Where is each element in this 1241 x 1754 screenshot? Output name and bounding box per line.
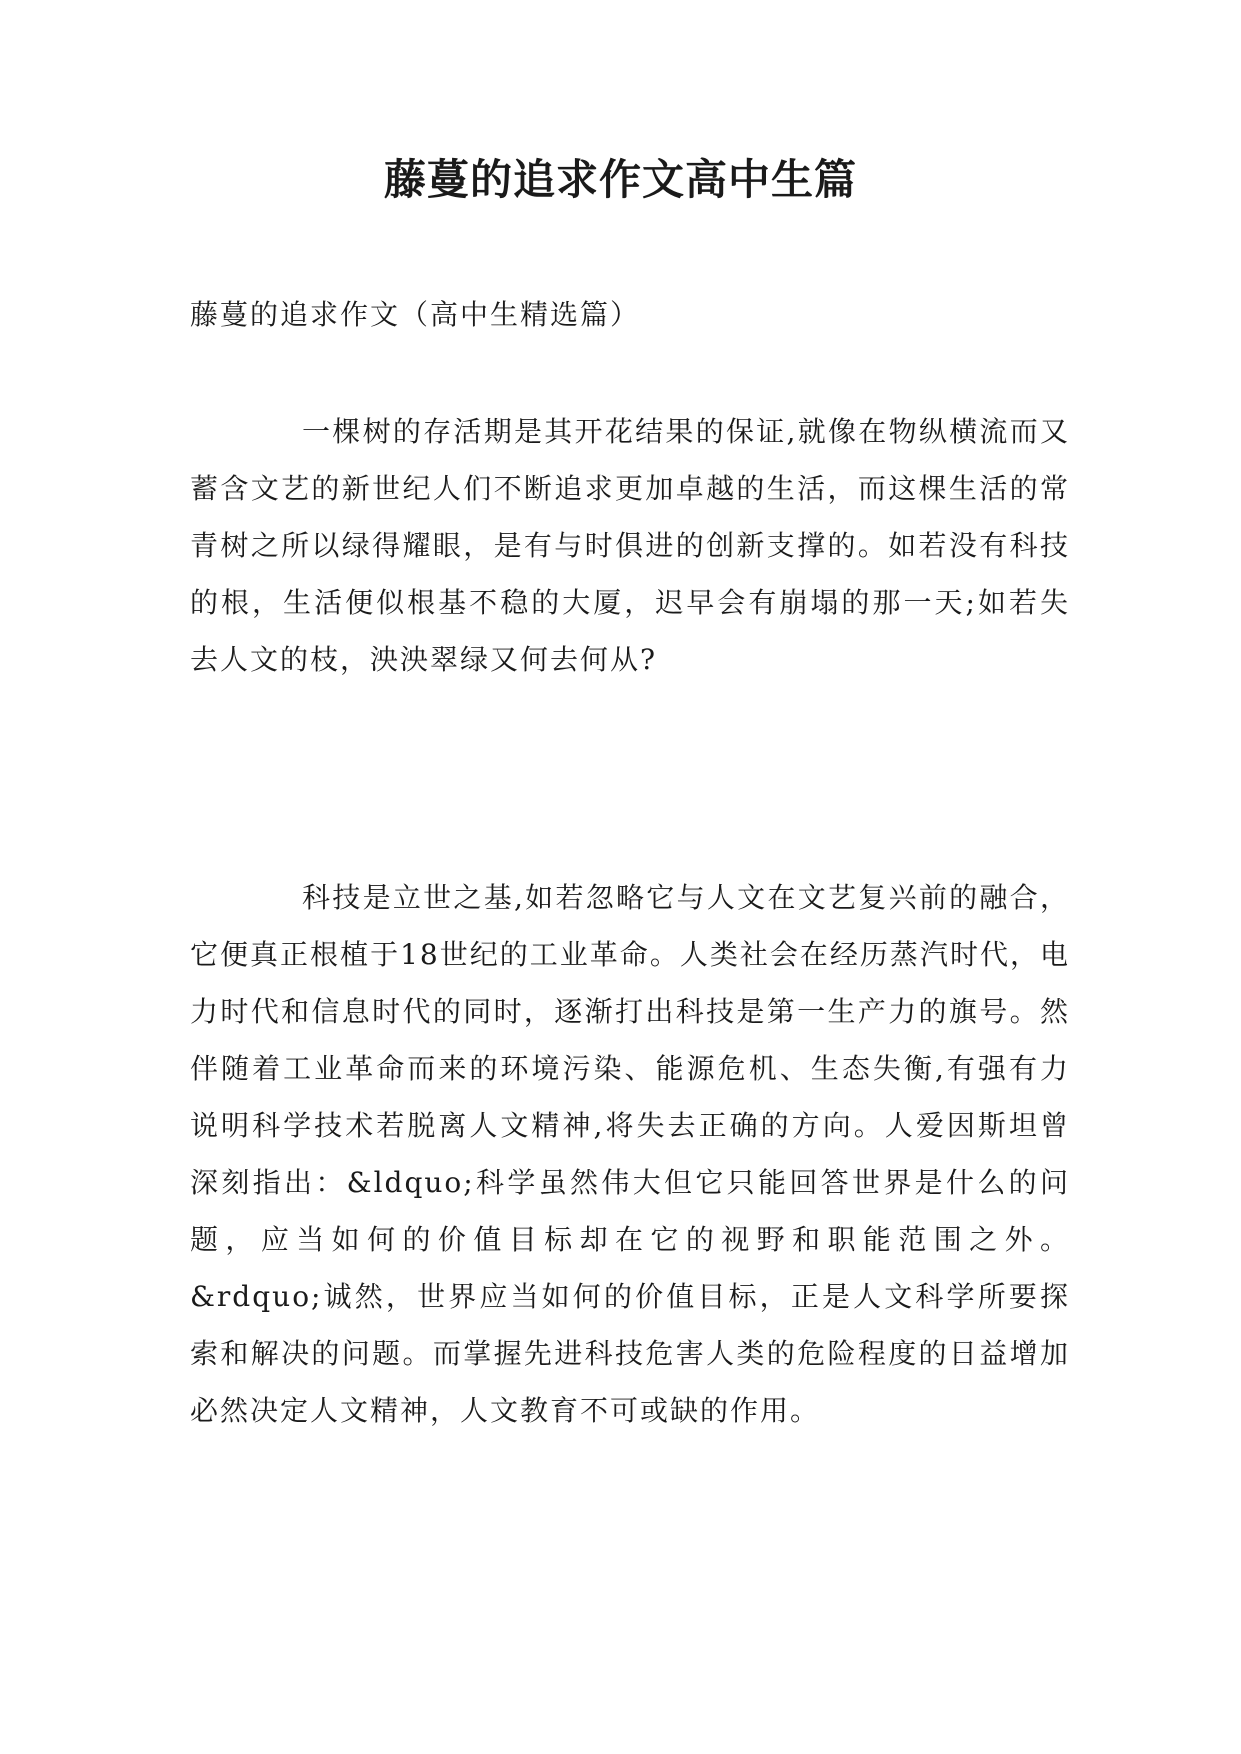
paragraph-2: 科技是立世之基,如若忽略它与人文在文艺复兴前的融合，它便真正根植于18世纪的工业革命。人类社会在经历蒸汽时代，电力时代和信息时代的同时，逐渐打出科技是第一生产力的旗号。然伴随着工业革命而来的环境污染、能源危机、生态失衡,有强有力说明科学技术若脱离人文精神,将失去正确的方向。人爱因斯坦曾深刻指出：&ldquo;科学虽然伟大但它只能回答世界是什么的问题，应当如何的价值目标却在它的视野和职能范围之外。&rdquo;诚然，世界应当如何的价值目标，正是人文科学所要探索和解决的问题。而掌握先进科技危害人类的危险程度的日益增加必然决定人文精神，人文教育不可或缺的作用。 (190, 881, 1070, 1427)
document-subtitle: 藤蔓的追求作文（高中生精选篇） (190, 298, 641, 331)
paragraph-1: 一棵树的存活期是其开花结果的保证,就像在物纵横流而又蓄含文艺的新世纪人们不断追求更加卓越的生活，而这棵生活的常青树之所以绿得耀眼，是有与时俱进的创新支撑的。如若没有科技的根，生活便似根基不稳的大厦，迟早会有崩塌的那一天;如若失去人文的枝，泱泱翠绿又何去何从? (190, 415, 1070, 676)
document-title: 藤蔓的追求作文高中生篇 (383, 155, 857, 204)
